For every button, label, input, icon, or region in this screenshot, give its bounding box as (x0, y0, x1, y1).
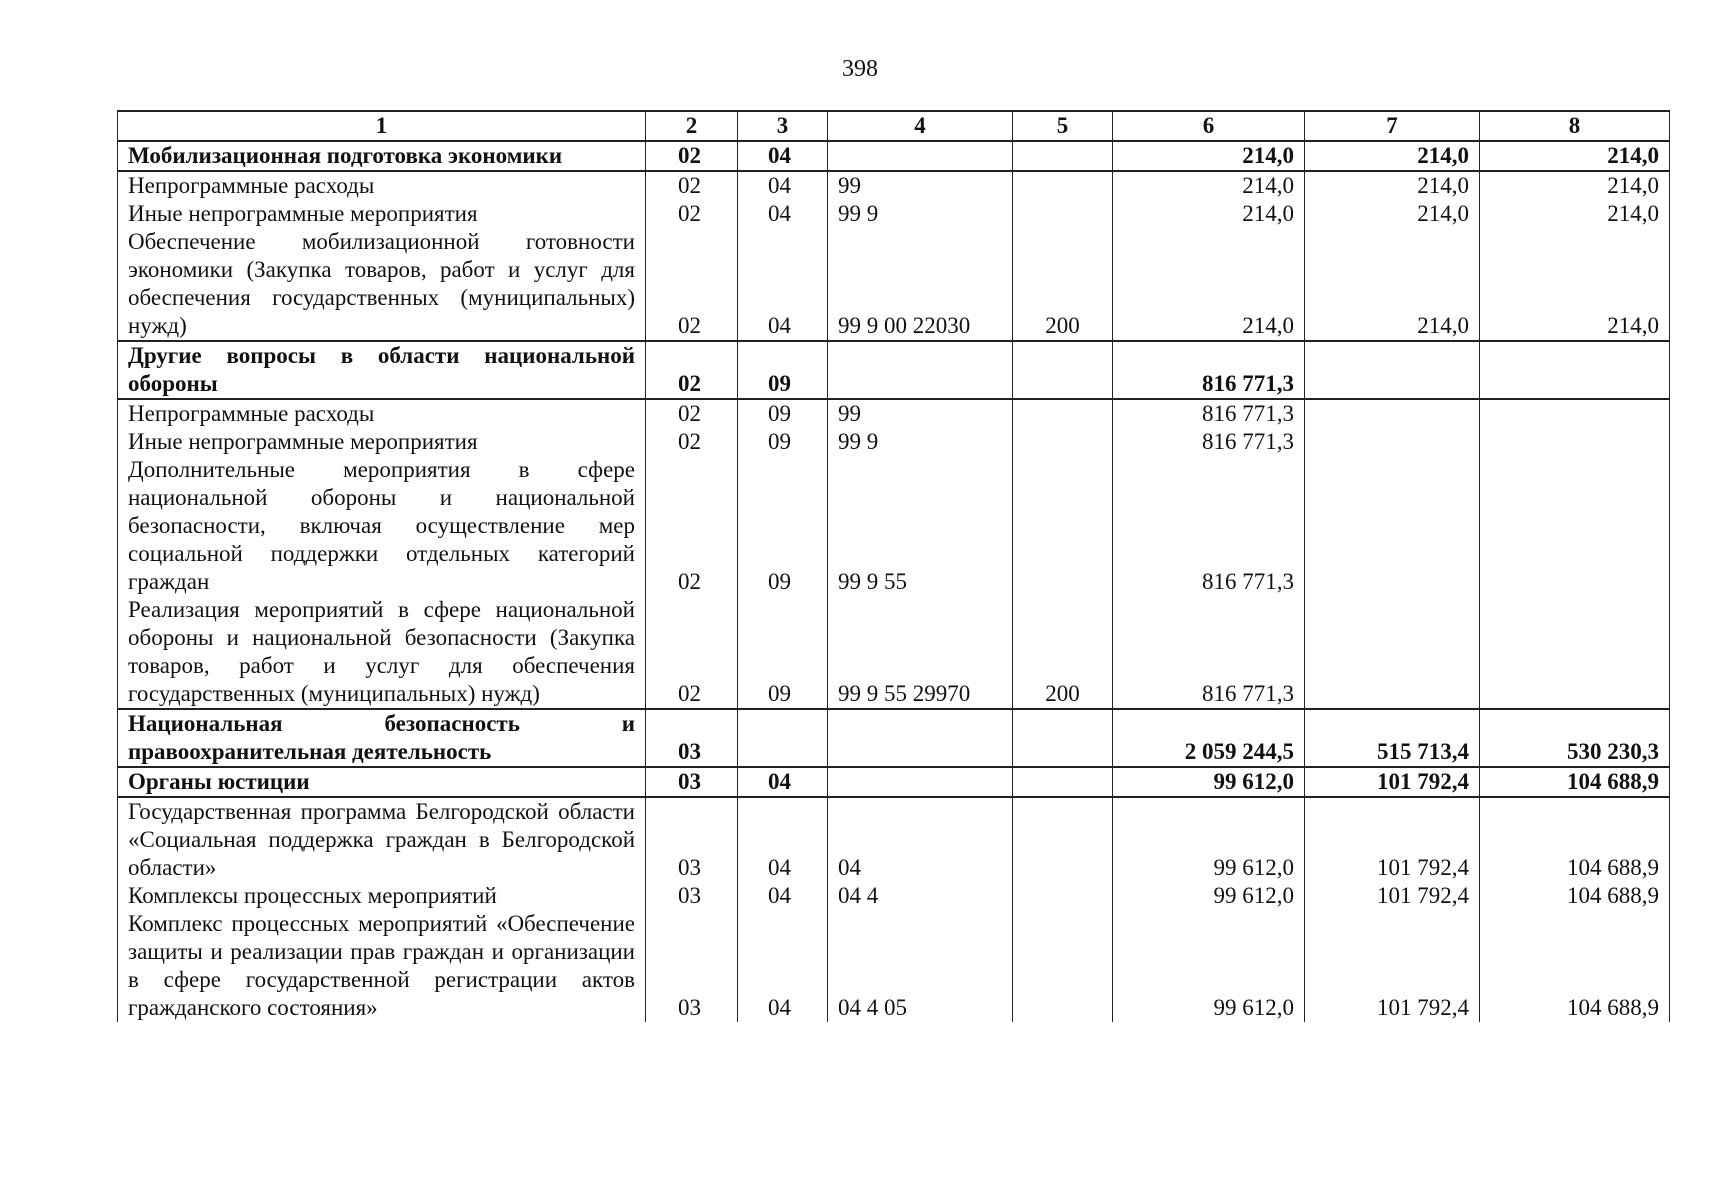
row-amount-col7: 214,0 (1305, 228, 1480, 341)
row-section-code: 02 (646, 341, 738, 399)
row-amount-col7 (1305, 428, 1480, 456)
row-amount-col6: 816 771,3 (1113, 456, 1305, 596)
row-subsection-code: 04 (738, 200, 828, 228)
row-amount-col7: 214,0 (1305, 171, 1480, 200)
row-amount-col6: 99 612,0 (1113, 882, 1305, 910)
row-amount-col6: 99 612,0 (1113, 797, 1305, 882)
budget-table (117, 110, 1670, 1022)
row-amount-col6: 214,0 (1113, 228, 1305, 341)
row-name: Другие вопросы в области национальной обороны (118, 341, 646, 399)
table-row (118, 767, 1670, 797)
row-amount-col6: 816 771,3 (1113, 341, 1305, 399)
row-expense-type-code: 200 (1013, 228, 1113, 341)
column-header: 6 (1113, 111, 1305, 141)
row-expense-type-code (1013, 200, 1113, 228)
row-name: Непрограммные расходы (118, 171, 646, 200)
row-section-code: 02 (646, 171, 738, 200)
row-name: Иные непрограммные мероприятия (118, 428, 646, 456)
column-header: 3 (738, 111, 828, 141)
row-section-code: 02 (646, 228, 738, 341)
row-subsection-code (738, 709, 828, 767)
row-expense-type-code (1013, 399, 1113, 428)
row-expense-type-code: 200 (1013, 596, 1113, 709)
table-row (118, 228, 1670, 341)
column-header: 5 (1013, 111, 1113, 141)
row-amount-col7 (1305, 596, 1480, 709)
row-expense-type-code (1013, 141, 1113, 171)
page-number: 398 (842, 56, 878, 82)
row-subsection-code: 04 (738, 141, 828, 171)
row-section-code: 02 (646, 399, 738, 428)
row-subsection-code: 04 (738, 882, 828, 910)
row-expense-type-code (1013, 797, 1113, 882)
row-target-article-code: 99 9 00 22030 (828, 228, 1013, 341)
row-name: Обеспечение мобилизационной готовности экономики (Закупка товаров, работ и услуг для обеспечения государственных (муниципальных) нужд) (118, 228, 646, 341)
row-amount-col7: 515 713,4 (1305, 709, 1480, 767)
table-row (118, 200, 1670, 228)
row-name: Дополнительные мероприятия в сфере национальной обороны и национальной безопасности, включая осуществление мер социальной поддержки отдельных категорий граждан (118, 456, 646, 596)
row-target-article-code: 99 (828, 399, 1013, 428)
table-row (118, 709, 1670, 767)
row-amount-col8: 214,0 (1480, 171, 1670, 200)
row-amount-col8: 530 230,3 (1480, 709, 1670, 767)
row-amount-col6: 99 612,0 (1113, 910, 1305, 1022)
row-amount-col7: 101 792,4 (1305, 910, 1480, 1022)
row-section-code: 02 (646, 428, 738, 456)
row-target-article-code (828, 141, 1013, 171)
row-amount-col6: 816 771,3 (1113, 596, 1305, 709)
row-amount-col6: 816 771,3 (1113, 399, 1305, 428)
row-amount-col6: 214,0 (1113, 200, 1305, 228)
row-section-code: 03 (646, 882, 738, 910)
row-expense-type-code (1013, 456, 1113, 596)
row-amount-col8: 214,0 (1480, 200, 1670, 228)
row-amount-col7: 214,0 (1305, 200, 1480, 228)
row-amount-col7: 101 792,4 (1305, 882, 1480, 910)
row-expense-type-code (1013, 882, 1113, 910)
row-target-article-code: 04 4 05 (828, 910, 1013, 1022)
row-amount-col8 (1480, 399, 1670, 428)
row-target-article-code (828, 767, 1013, 797)
column-header: 8 (1480, 111, 1670, 141)
row-amount-col8 (1480, 596, 1670, 709)
row-target-article-code: 99 (828, 171, 1013, 200)
row-subsection-code: 04 (738, 797, 828, 882)
table-row (118, 399, 1670, 428)
column-header: 7 (1305, 111, 1480, 141)
row-name: Комплексы процессных мероприятий (118, 882, 646, 910)
row-amount-col6: 214,0 (1113, 141, 1305, 171)
row-amount-col7 (1305, 341, 1480, 399)
table-row (118, 882, 1670, 910)
row-amount-col7 (1305, 399, 1480, 428)
table-row (118, 596, 1670, 709)
column-header: 4 (828, 111, 1013, 141)
row-amount-col8: 214,0 (1480, 141, 1670, 171)
row-amount-col8: 104 688,9 (1480, 882, 1670, 910)
row-subsection-code: 04 (738, 171, 828, 200)
row-section-code: 02 (646, 456, 738, 596)
row-target-article-code: 99 9 (828, 200, 1013, 228)
row-amount-col8: 104 688,9 (1480, 910, 1670, 1022)
row-amount-col8 (1480, 428, 1670, 456)
row-amount-col8: 214,0 (1480, 228, 1670, 341)
row-amount-col7: 101 792,4 (1305, 767, 1480, 797)
row-amount-col8: 104 688,9 (1480, 767, 1670, 797)
table-row (118, 171, 1670, 200)
row-amount-col7: 101 792,4 (1305, 797, 1480, 882)
row-target-article-code: 04 (828, 797, 1013, 882)
row-subsection-code: 09 (738, 596, 828, 709)
row-amount-col6: 99 612,0 (1113, 767, 1305, 797)
row-subsection-code: 09 (738, 341, 828, 399)
row-expense-type-code (1013, 171, 1113, 200)
row-name: Реализация мероприятий в сфере национальной обороны и национальной безопасности (Закупка товаров, работ и услуг для обеспечения государственных (муниципальных) нужд) (118, 596, 646, 709)
row-section-code: 02 (646, 141, 738, 171)
row-name: Комплекс процессных мероприятий «Обеспечение защиты и реализации прав граждан и организации в сфере государственной регистрации актов гражданского состояния» (118, 910, 646, 1022)
row-target-article-code (828, 341, 1013, 399)
row-subsection-code: 09 (738, 399, 828, 428)
table-row (118, 797, 1670, 882)
table-row (118, 456, 1670, 596)
row-name: Мобилизационная подготовка экономики (118, 141, 646, 171)
row-amount-col6: 214,0 (1113, 171, 1305, 200)
row-subsection-code: 04 (738, 228, 828, 341)
table-row (118, 428, 1670, 456)
row-target-article-code (828, 709, 1013, 767)
row-target-article-code: 99 9 (828, 428, 1013, 456)
row-section-code: 03 (646, 709, 738, 767)
row-target-article-code: 99 9 55 (828, 456, 1013, 596)
row-section-code: 02 (646, 200, 738, 228)
column-header: 1 (118, 111, 646, 141)
table-row (118, 910, 1670, 1022)
row-subsection-code: 04 (738, 767, 828, 797)
row-section-code: 03 (646, 767, 738, 797)
row-section-code: 02 (646, 596, 738, 709)
row-subsection-code: 09 (738, 428, 828, 456)
row-expense-type-code (1013, 428, 1113, 456)
row-section-code: 03 (646, 910, 738, 1022)
row-expense-type-code (1013, 709, 1113, 767)
row-target-article-code: 99 9 55 29970 (828, 596, 1013, 709)
row-amount-col7 (1305, 456, 1480, 596)
row-expense-type-code (1013, 767, 1113, 797)
row-name: Органы юстиции (118, 767, 646, 797)
row-amount-col6: 2 059 244,5 (1113, 709, 1305, 767)
column-header: 2 (646, 111, 738, 141)
row-name: Государственная программа Белгородской области «Социальная поддержка граждан в Белгородской области» (118, 797, 646, 882)
table-row (118, 141, 1670, 171)
row-target-article-code: 04 4 (828, 882, 1013, 910)
row-amount-col6: 816 771,3 (1113, 428, 1305, 456)
row-amount-col8 (1480, 341, 1670, 399)
row-section-code: 03 (646, 797, 738, 882)
row-subsection-code: 09 (738, 456, 828, 596)
row-amount-col8: 104 688,9 (1480, 797, 1670, 882)
row-name: Иные непрограммные мероприятия (118, 200, 646, 228)
row-name: Непрограммные расходы (118, 399, 646, 428)
row-subsection-code: 04 (738, 910, 828, 1022)
table-row (118, 341, 1670, 399)
row-amount-col8 (1480, 456, 1670, 596)
row-name: Национальная безопасность и правоохранительная деятельность (118, 709, 646, 767)
row-expense-type-code (1013, 910, 1113, 1022)
table-header-row (118, 111, 1670, 141)
row-expense-type-code (1013, 341, 1113, 399)
row-amount-col7: 214,0 (1305, 141, 1480, 171)
